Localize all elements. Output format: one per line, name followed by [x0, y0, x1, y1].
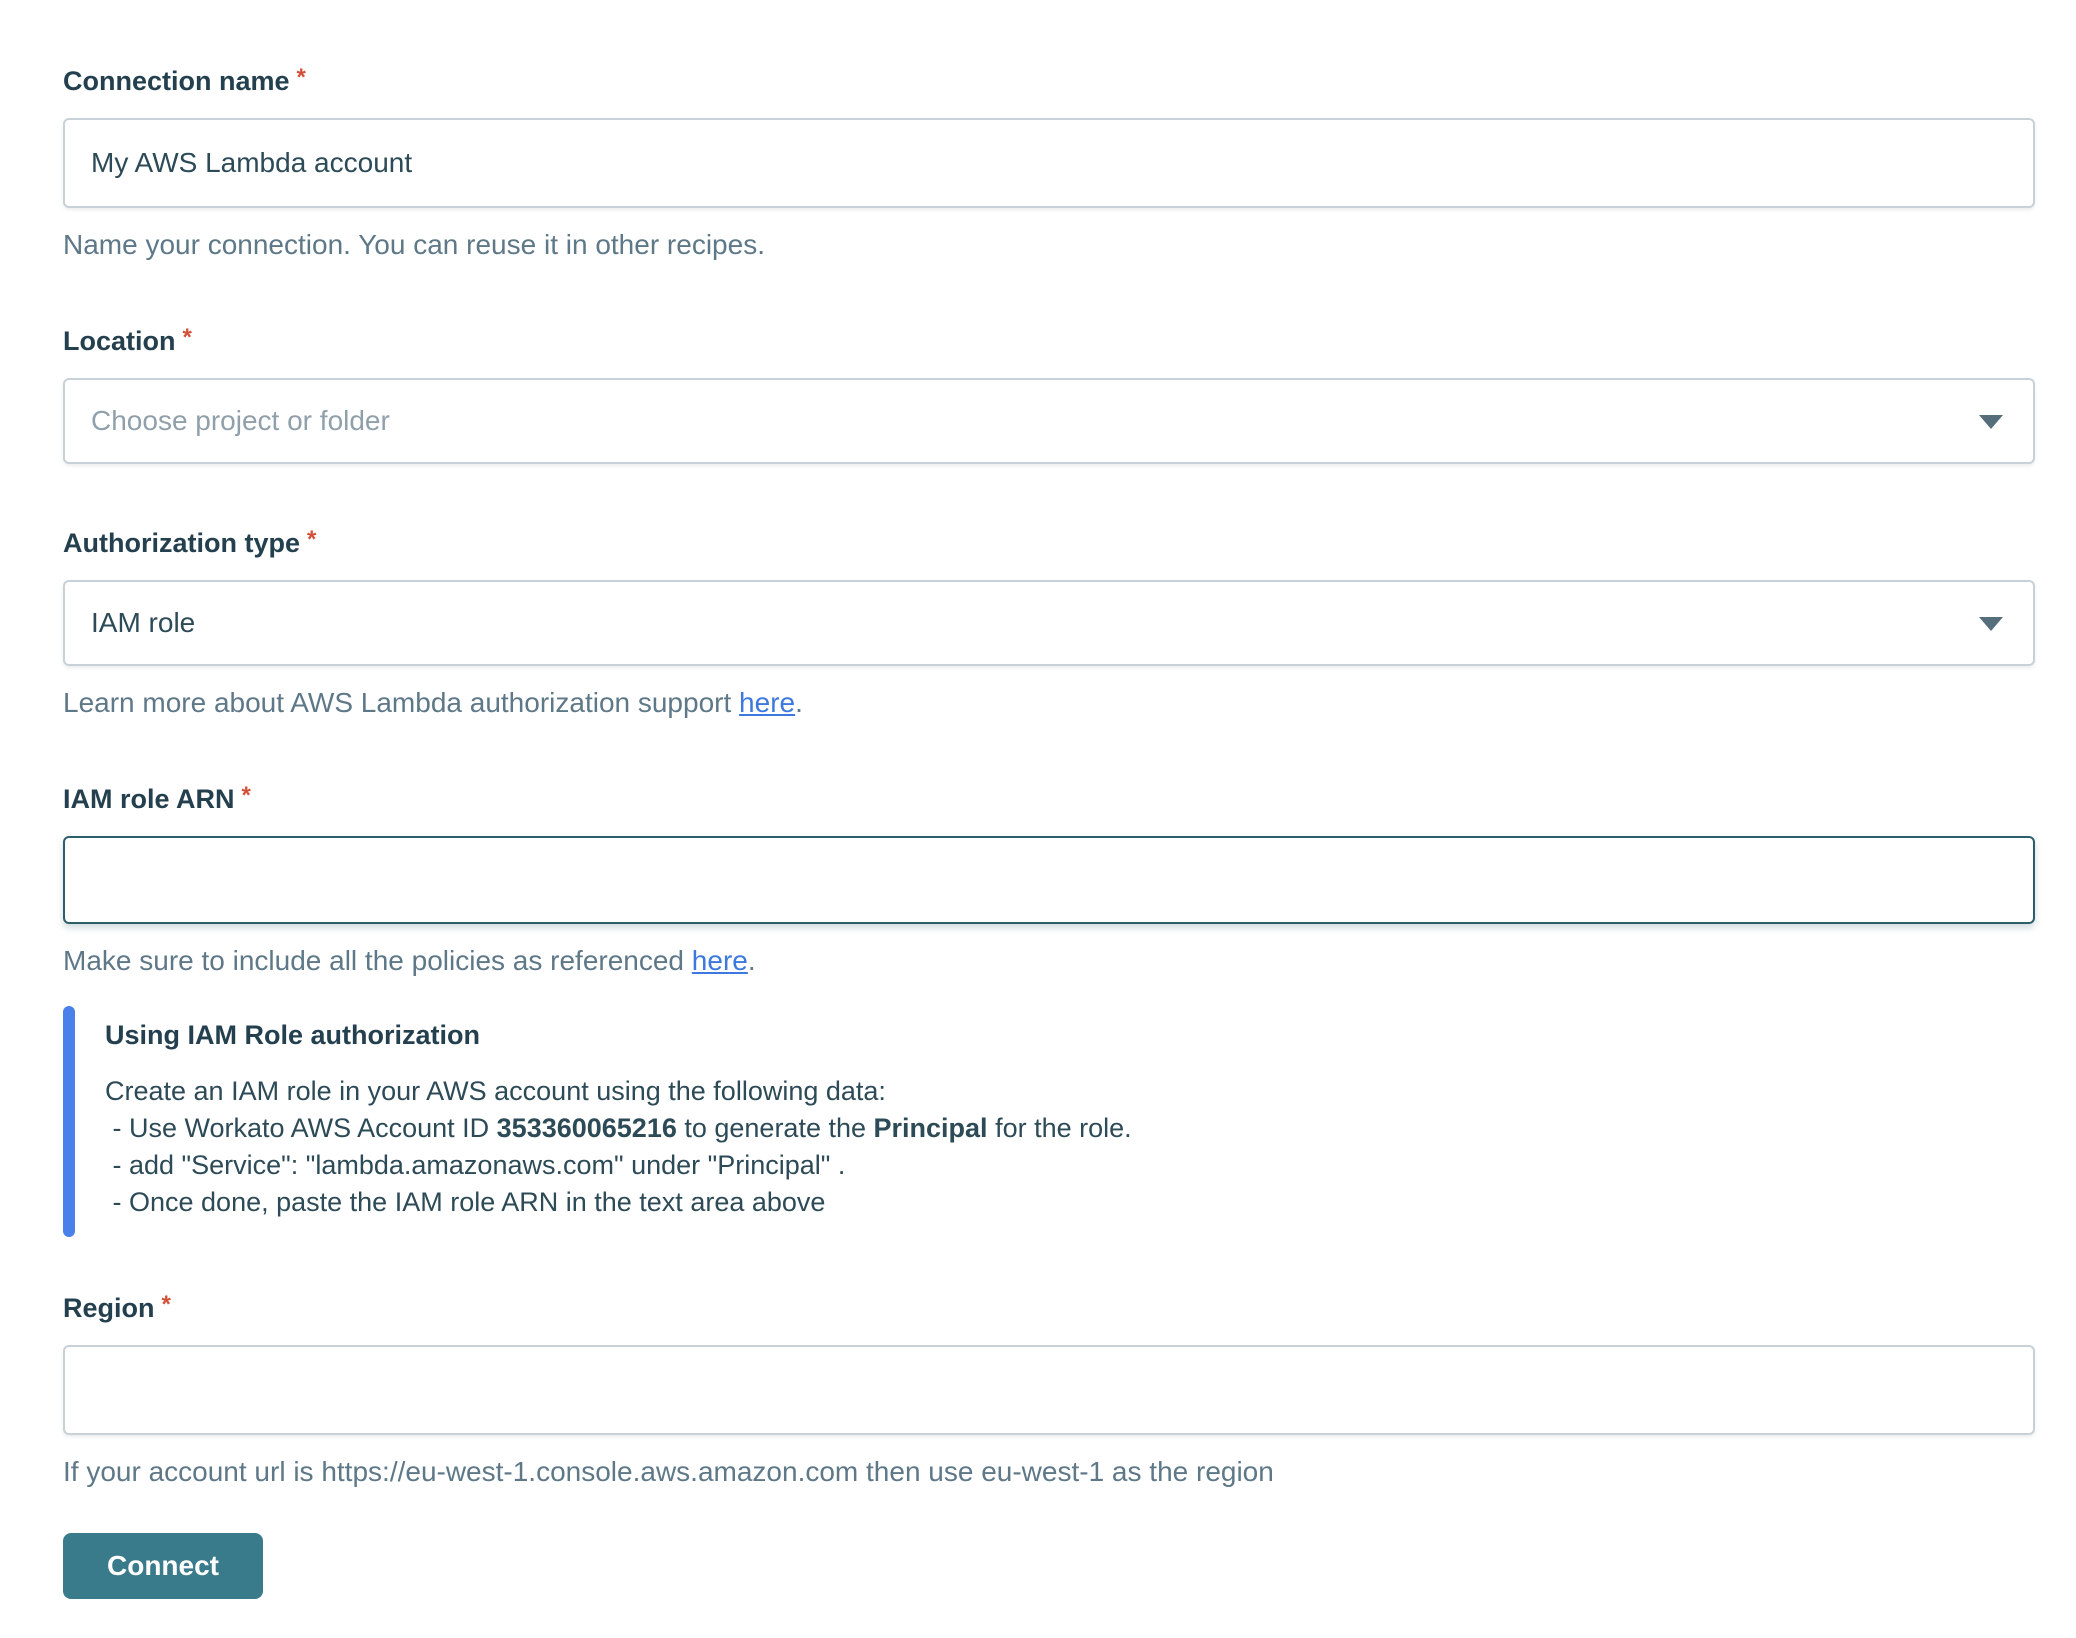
iam-role-arn-textarea[interactable] — [63, 836, 2035, 924]
authorization-type-label-text: Authorization type — [63, 528, 300, 558]
iam-role-arn-label-text: IAM role ARN — [63, 784, 235, 814]
required-asterisk: * — [182, 324, 192, 351]
region-label-text: Region — [63, 1293, 155, 1323]
required-asterisk: * — [241, 782, 251, 809]
required-asterisk: * — [307, 526, 317, 553]
info-line-2-suffix: for the role. — [987, 1113, 1132, 1143]
iam-role-arn-helper-text: Make sure to include all the policies as referenced — [63, 945, 692, 976]
info-line-2-mid: to generate the — [676, 1113, 874, 1143]
info-line-1: Create an IAM role in your AWS account using the following data: — [105, 1076, 886, 1106]
authorization-type-dropdown[interactable] — [63, 580, 2035, 666]
region-helper: If your account url is https://eu-west-1.console.aws.amazon.com then use eu-west-1 as the region — [63, 1456, 1274, 1487]
chevron-down-icon — [1979, 617, 2003, 631]
connection-form — [63, 64, 2035, 1599]
connect-button[interactable]: Connect — [63, 1533, 263, 1599]
connection-name-label-text: Connection name — [63, 66, 290, 96]
location-dropdown-placeholder: Choose project or folder — [91, 405, 390, 436]
iam-role-arn-label — [63, 782, 2035, 818]
required-asterisk: * — [296, 64, 306, 91]
authorization-type-helper-suffix: . — [795, 687, 803, 718]
iam-role-arn-section — [63, 782, 2035, 978]
required-asterisk: * — [161, 1291, 171, 1318]
location-dropdown[interactable] — [63, 378, 2035, 464]
info-box-title: Using IAM Role authorization — [105, 1020, 480, 1050]
info-line-2-prefix: - Use Workato AWS Account ID — [105, 1113, 497, 1143]
info-box-body — [105, 1073, 2015, 1221]
authorization-type-helper-text: Learn more about AWS Lambda authorization support — [63, 687, 740, 718]
info-line-2 — [105, 1113, 1132, 1143]
location-label — [63, 324, 2035, 360]
authorization-type-helper — [63, 686, 2035, 720]
policies-reference-link[interactable]: here — [691, 945, 748, 976]
chevron-down-icon — [1979, 415, 2003, 429]
authorization-support-link[interactable]: here — [739, 687, 796, 718]
region-label — [63, 1291, 2035, 1327]
region-input[interactable] — [63, 1345, 2035, 1435]
authorization-type-section — [63, 526, 2035, 720]
info-accent-bar — [63, 1006, 75, 1237]
authorization-type-selected-value: IAM role — [91, 607, 196, 638]
iam-role-arn-helper-suffix: . — [747, 945, 756, 976]
iam-role-info-box — [63, 1006, 2035, 1237]
location-section — [63, 324, 2035, 464]
location-label-text: Location — [63, 326, 176, 356]
authorization-type-label — [63, 526, 2035, 562]
workato-aws-account-id: 353360065216 — [496, 1113, 677, 1143]
info-line-4: - Once done, paste the IAM role ARN in the text area above — [105, 1187, 826, 1217]
connection-name-section — [63, 64, 2035, 262]
iam-role-arn-helper — [63, 944, 2035, 978]
connection-name-label — [63, 64, 2035, 100]
connection-name-helper: Name your connection. You can reuse it in other recipes. — [63, 229, 765, 260]
info-line-3: - add "Service": "lambda.amazonaws.com" under "Principal" . — [105, 1150, 846, 1180]
region-section — [63, 1291, 2035, 1489]
connection-name-input[interactable] — [63, 118, 2035, 208]
principal-keyword: Principal — [873, 1113, 988, 1143]
